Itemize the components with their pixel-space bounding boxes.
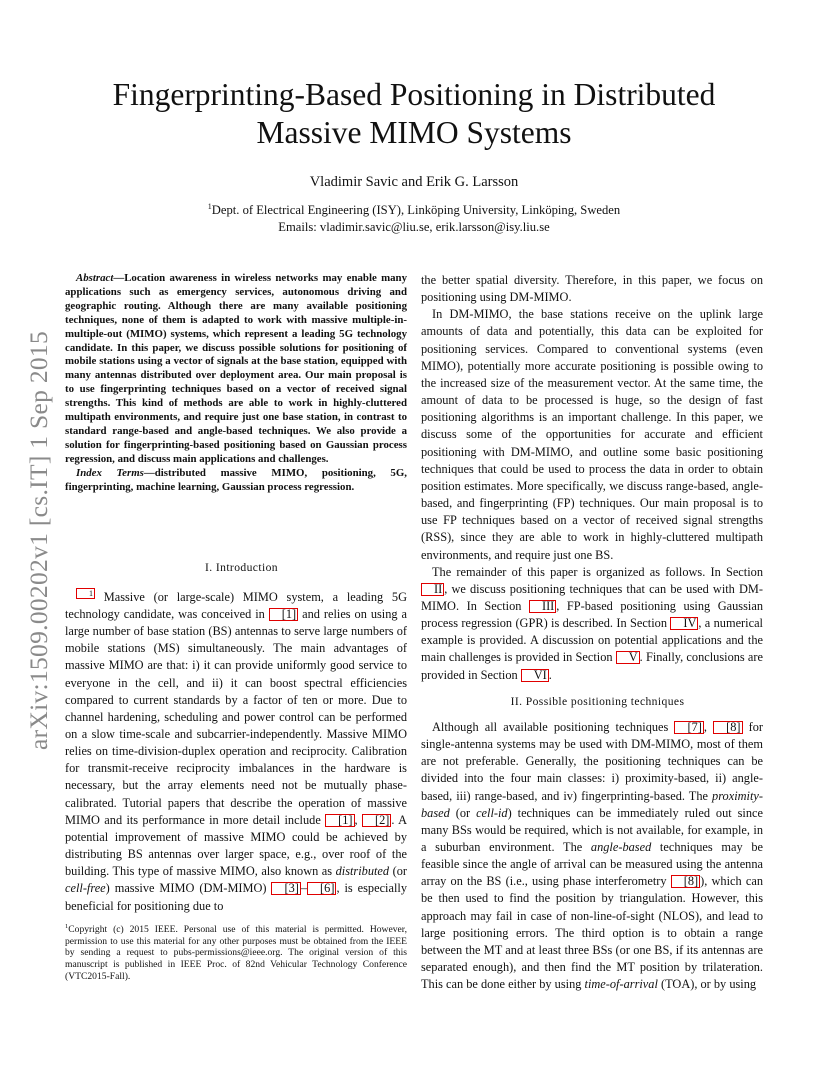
footnote-mark: 1 [65, 923, 69, 930]
paragraph-techniques: Although all available positioning techniques [7] , [8] for single-antenna systems may be used with DM-MIMO, most of them are not preferable. Generally, the positioning techniques can be divided into the four main classes: i) proximity-based, ii) angle-based, iii) range-based, and iv) fingerprinting-based. The proximity-based (or cell-id) techniques can be immediately ruled out since many BSs would be required, which is not available, for example, in a suburban environment. The angle-based techniques may be feasible since the angle of arrival can be measured using the antenna array on the BS (i.e., using phase interferometry [8] ), which can be then used to find the position by triangulation. However, this approach may fail in case of non-line-of-sight (NLOS), and lead to large positioning errors. The third option is to obtain a range between the MT and at least three BSs (or one BS, if its antennas are separated enough), and then find the MT position by trilateration. This can be done either by using time-of-arrival (TOA), or by using [421, 719, 764, 992]
authors: Vladimir Savic and Erik G. Larsson [309, 174, 519, 190]
section-link[interactable]: V [616, 651, 640, 664]
section-link[interactable]: VI [521, 669, 549, 682]
citation-link[interactable]: [7] [674, 721, 703, 734]
citation-link[interactable]: [3] [271, 882, 300, 895]
title-line-1: Fingerprinting-Based Positioning in Distributed [112, 77, 716, 112]
intro-paragraph: 1 Massive (or large-scale) MIMO system, a leading 5G technology candidate, was conceived in [1] and relies on using a large number of base station (BS) antennas to serve large numbers of mobile stations (MS) simultaneously. The main advantages of massive MIMO are that: i) it can provide uniformly good service to everyone in the cell, and ii) it can boost spectral efficiencies compared to current standards by a factor of ten or more. Due to channel hardening, scheduling and power control can be performed on a slow time-scale and subcarrier-independently. Massive MIMO relies on time-division-duplex operation and reciprocity. Calibration for transmit-receive reciprocity imbalances in the hardware is necessary, but the array elements need not be mutually phase-calibrated. Tutorial papers that describe the operation of massive MIMO and its performance in more detail include [1] , [2] . A potential improvement of massive MIMO could be achieved by distributing BS antennas over larger space, e.g., over roof of the building. This type of massive MIMO, also known as distributed (or cell-free) massive MIMO (DM-MIMO) [3] – [6] , is especially beneficial for positioning due to [65, 588, 408, 913]
right-column [421, 272, 763, 993]
index-terms-text: —distributed massive MIMO, positioning, 5G, fingerprinting, machine learning, Gaussian process regression. [65, 466, 407, 493]
citation-link[interactable]: [1] [269, 608, 298, 621]
citation-link[interactable]: [2] [362, 814, 391, 827]
paragraph-dm-mimo: In DM-MIMO, the base stations receive on the uplink large amounts of data and potentially, this data can be exploited for positioning services. Compared to conventional systems (even MIMO), potentially more accurate positioning is possible owing to the increased size of the measurement vector. At the same time, the amount of data to be processed is huge, so the design of fast positioning algorithms is an important challenge. In this paper, we discuss some of the opportunities for accurate and efficient positioning with DM-MIMO, and outline some basic positioning techniques that could be used to process the data in order to obtain position estimates. More specifically, we discuss range-based, angle-based, and fingerprinting (FP) techniques. Our main proposal is to use FP techniques based on a vector of received signal strengths (RSS), since they are able to work in highly-cluttered multipath environments, and require just one BS. [421, 307, 763, 562]
section-link[interactable]: II [421, 583, 444, 596]
citation-link[interactable]: [1] [325, 814, 354, 827]
citation-link[interactable]: [8] [671, 875, 700, 888]
footnote-text: Copyright (c) 2015 IEEE. Personal use of this material is permitted. However, permission to use this material for any other purposes must be obtained from the IEEE by sending a request to pubs-permissions@ieee.org. The original version of this manuscript is published in IEEE Proc. of 82nd Vehicular Technology Conference (VTC2015-Fall). [65, 924, 407, 982]
left-column [65, 272, 407, 915]
paragraph-continued: the better spatial diversity. Therefore, in this paper, we focus on positioning using DM-MIMO. [421, 273, 763, 305]
abstract-label: Abstract [76, 272, 114, 284]
section-1-heading: I. Introduction [205, 560, 278, 574]
section-2-heading: II. Possible positioning techniques [510, 694, 685, 708]
emails: Emails: vladimir.savic@liu.se, erik.larsson@isy.liu.se [278, 220, 550, 235]
affiliation: Dept. of Electrical Engineering (ISY), Linköping University, Linköping, Sweden [211, 203, 621, 218]
copyright-footnote [65, 921, 407, 982]
paragraph-outline: The remainder of this paper is organized as follows. In Section II , we discuss positioning techniques that can be used with DM-MIMO. In Section III , FP-based positioning using Gaussian process regression (GPR) is described. In Section IV , a numerical example is provided. A discussion on potential applications and the main challenges is provided in Section V . Finally, conclusions are provided in Section VI . [421, 564, 763, 682]
citation-link[interactable]: [8] [713, 721, 742, 734]
affiliation-block [60, 198, 768, 236]
section-link[interactable]: IV [670, 617, 698, 630]
footnote-link[interactable]: 1 [76, 588, 95, 599]
index-terms [65, 467, 407, 495]
abstract [65, 272, 407, 467]
paper-title [60, 76, 768, 152]
arxiv-stamp: arXiv:1509.00202v1 [cs.IT] 1 Sep 2015 [24, 330, 53, 750]
index-terms-label: Index Terms [76, 466, 144, 479]
affiliation-mark: 1 [207, 202, 212, 211]
citation-link[interactable]: [6] [307, 882, 336, 895]
section-link[interactable]: III [529, 600, 556, 613]
title-line-2: Massive MIMO Systems [256, 115, 572, 150]
abstract-text: —Location awareness in wireless networks may enable many applications such as emergency services, autonomous driving and geographic routing. Although there are many available positioning techniques, none of them is adapted to work with massive multiple-in-multiple-out (MIMO) systems, which represent a leading 5G technology candidate. In this paper, we discuss possible solutions for positioning of mobile stations using a vector of signals at the base station, equipped with many antennas distributed over deployment area. Our main proposal is to use fingerprinting techniques based on a vector of received signal strengths. This kind of methods are able to work in highly-cluttered multipath environments, and require just one base station, in contrast to standard range-based and angle-based techniques. We also provide a solution for fingerprinting-based positioning based on Gaussian process regression, and discuss main applications and challenges. [65, 272, 407, 465]
